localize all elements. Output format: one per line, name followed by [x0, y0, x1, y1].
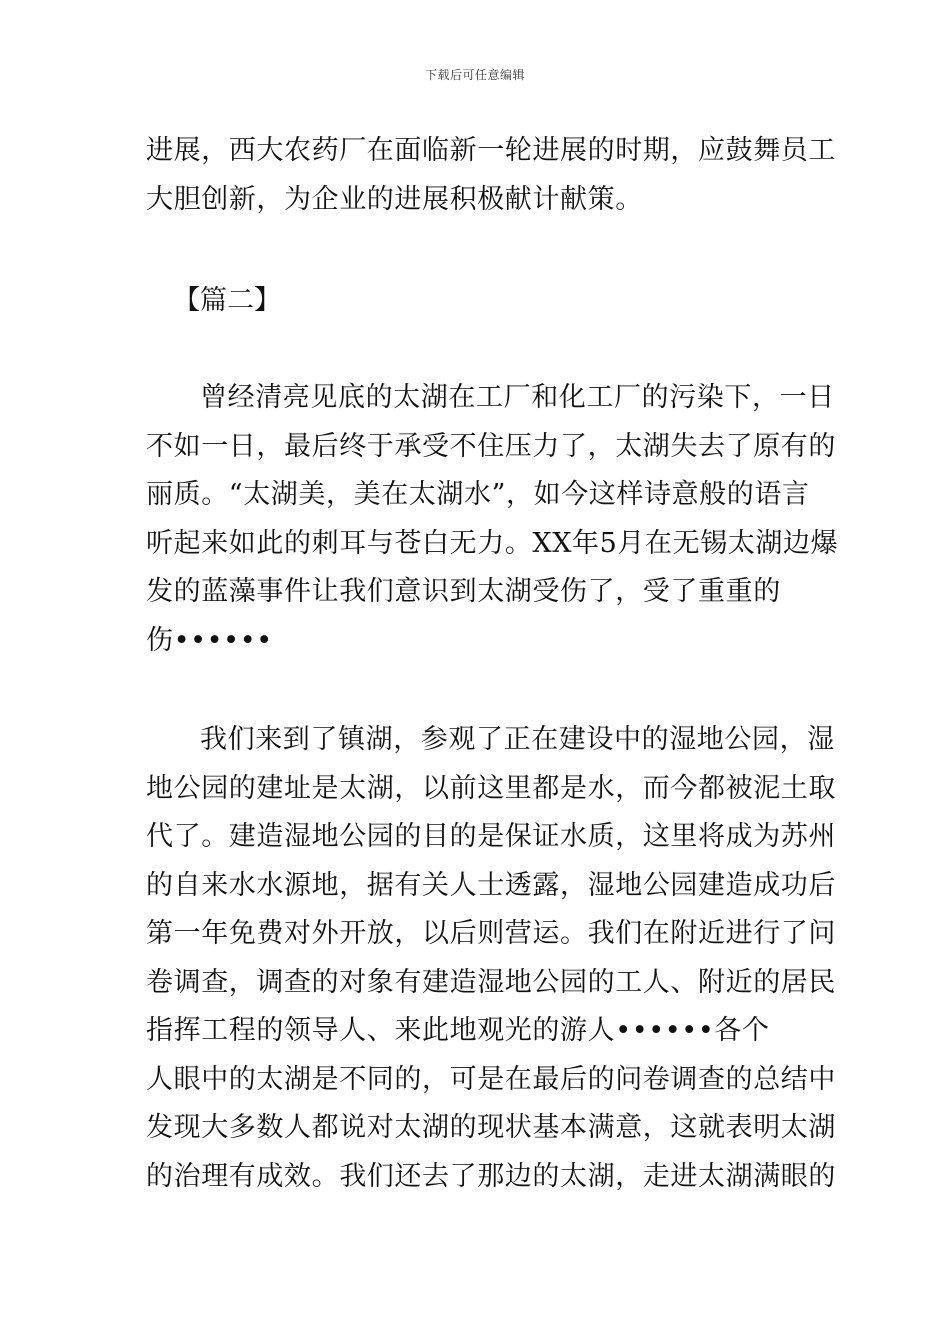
paragraph-line: 发的蓝藻事件让我们意识到太湖受伤了，受了重重的 — [146, 576, 781, 607]
paragraph-line: 伤•••••• — [146, 624, 273, 656]
paragraph-1 — [146, 127, 836, 224]
paragraph-line: 进展，西大农药厂在面临新一轮进展的时期，应鼓舞员工 — [146, 135, 836, 166]
paragraph-3 — [146, 716, 836, 1201]
paragraph-line: 地公园的建址是太湖，以前这里都是水，而今都被泥土取 — [146, 772, 836, 804]
paragraph-line: 的治理有成效。我们还去了那边的太湖，走进太湖满眼的 — [146, 1160, 836, 1192]
paragraph-2 — [146, 374, 839, 665]
paragraph-line: 听起来如此的刺耳与苍白无力。XX年5月在无锡太湖边爆 — [146, 527, 839, 559]
paragraph-line: 丽质。“太湖美，美在太湖水”，如今这样诗意般的语言 — [146, 479, 810, 510]
paragraph-line: 卷调查，调查的对象有建造湿地公园的工人、附近的居民 — [146, 966, 836, 998]
page-header: 下载后可任意编辑 — [424, 68, 525, 82]
paragraph-line: 不如一日，最后终于承受不住压力了，太湖失去了原有的 — [146, 430, 836, 462]
paragraph-line: 我们来到了镇湖，参观了正在建设中的湿地公园，湿 — [200, 724, 835, 755]
paragraph-line: 指挥工程的领导人、来此地观光的游人••••••各个 — [146, 1015, 770, 1046]
paragraph-line: 第一年免费对外开放，以后则营运。我们在附近进行了问 — [146, 918, 836, 949]
paragraph-line: 代了。建造湿地公园的目的是保证水质，这里将成为苏州 — [146, 821, 836, 852]
paragraph-line: 发现大多数人都说对太湖的现状基本满意，这就表明太湖 — [146, 1112, 836, 1143]
paragraph-line: 曾经清亮见底的太湖在工厂和化工厂的污染下，一日 — [200, 382, 835, 413]
paragraph-line: 大胆创新，为企业的进展积极献计献策。 — [146, 183, 643, 215]
paragraph-line: 人眼中的太湖是不同的，可是在最后的问卷调查的总结中 — [146, 1063, 836, 1095]
paragraph-line: 的自来水水源地，据有关人士透露，湿地公园建造成功后 — [146, 869, 836, 901]
section-heading: 【篇二】 — [173, 285, 281, 316]
